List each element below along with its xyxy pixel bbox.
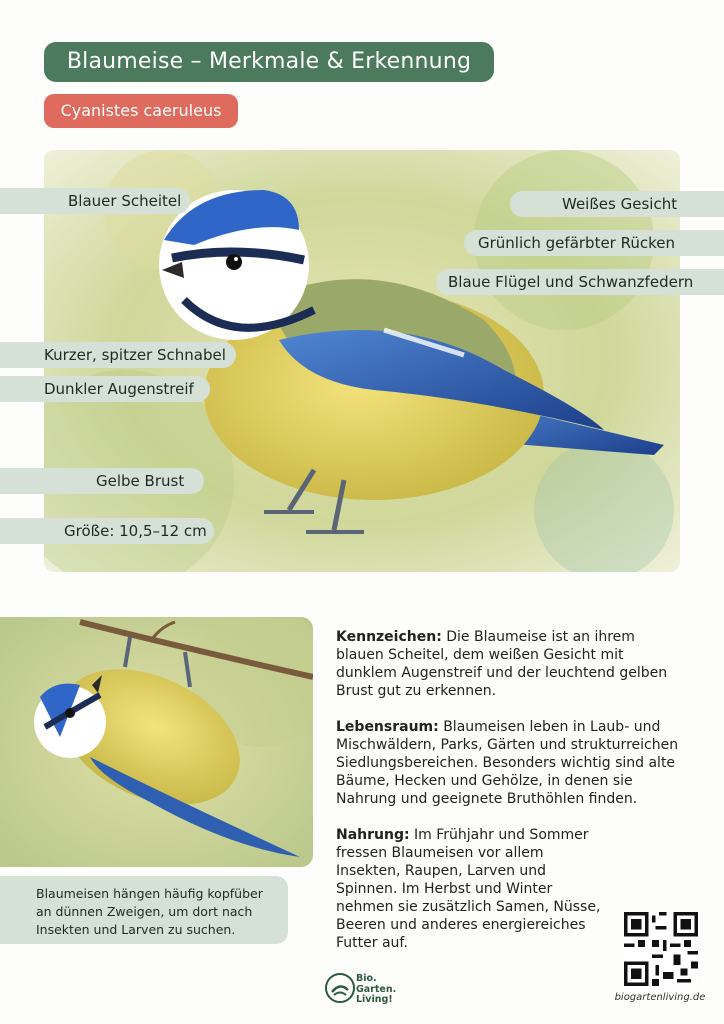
brand-line: Bio. <box>356 973 377 984</box>
label-greenish-back: Grünlich gefärbter Rücken <box>464 230 724 256</box>
page-title: Blaumeise – Merkmale & Erkennung <box>44 42 494 82</box>
brand-line: Living! <box>356 994 393 1005</box>
section-habitat <box>336 718 686 808</box>
label-white-face: Weißes Gesicht <box>510 191 724 217</box>
label-size: Größe: 10,5–12 cm <box>0 518 214 544</box>
scientific-name-badge: Cyanistes caeruleus <box>44 94 238 128</box>
label-eye-stripe: Dunkler Augenstreif <box>0 376 210 402</box>
section-body: Blaumeisen leben in Laub- und Mischwäldern, Parks, Gärten und strukturreichen Siedlungsbereichen. Besonders wichtig sind alte Bäume, Hecken und Gehölze, in denen sie Nahrung und geeignete Bruthöhlen finden. <box>336 719 679 807</box>
section-features <box>336 628 686 700</box>
qr-code[interactable] <box>624 912 698 986</box>
blue-tit-hanging-illustration <box>0 617 313 867</box>
brand-name <box>356 974 396 1006</box>
website-url[interactable]: biogartenliving.de <box>614 992 706 1003</box>
section-body: Die Blaumeise ist an ihrem blauen Scheitel, dem weißen Gesicht mit dunklem Augenstreif und der leuchtend gelben Brust gut zu erkennen. <box>336 629 668 699</box>
label-yellow-breast: Gelbe Brust <box>0 468 204 494</box>
label-short-beak: Kurzer, spitzer Schnabel <box>0 342 236 368</box>
illustration-caption: Blaumeisen hängen häufig kopfüber an dünnen Zweigen, um dort nach Insekten und Larven zu suchen. <box>0 876 288 944</box>
label-blue-wings: Blaue Flügel und Schwanzfedern <box>436 269 724 295</box>
section-body: Im Frühjahr und Sommer fressen Blaumeisen vor allem Insekten, Raupen, Larven und Spinnen. Im Herbst und Winter nehmen sie zusätzlich Samen, Nüsse, Beeren und anderes energiereiches Futter auf. <box>336 827 601 951</box>
section-heading: Kennzeichen: <box>336 629 442 645</box>
label-blue-crown: Blauer Scheitel <box>0 188 190 214</box>
brand-line: Garten. <box>356 983 397 995</box>
section-heading: Nahrung: <box>336 827 410 843</box>
section-heading: Lebensraum: <box>336 719 439 735</box>
section-diet <box>336 826 606 952</box>
